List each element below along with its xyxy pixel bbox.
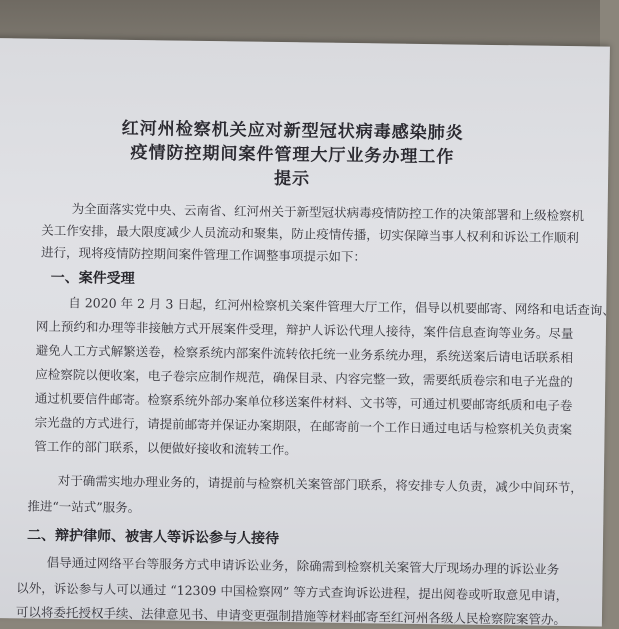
section1-line: 网上预约和办理等非接触方式开展案件受理，辩护人诉讼代理人接待，案件信息查询等业务。尽量: [35, 318, 574, 342]
section2-line: 可以将委托授权手续、法律意见书、申请变更强制措施等材料邮寄至红河州各级人民检察院案管办。: [15, 604, 567, 628]
document-page: [0, 38, 615, 628]
section1-line: 应检察院以便收案，电子卷宗应制作规范，确保目录、内容完整一致，需要纸质卷宗和电子光盘的: [35, 366, 573, 390]
section1-para2-line: 推进“一站式”服务。: [27, 498, 141, 516]
section1-para2-line: 对于确需实地办理业务的，请提前与检察机关案管部门联系，将安排专人负责，减少中间环节，: [57, 472, 583, 496]
intro-line: 关工作安排，最大限度减少人员流动和聚集，防止疫情传播，切实保障当事人权利和诉讼工作顺利: [41, 222, 579, 246]
section2-line: 以外，诉讼参与人可以通过 “12309 中国检察网” 等方式查询诉讼进程，提出阅卷或听取意见申请，: [16, 580, 569, 604]
document-title-line-1: 红河州检察机关应对新型冠状病毒感染肺炎: [121, 118, 464, 144]
section1-line: 宗光盘的方式进行，请提前邮寄并保证办案期限，在邮寄前一个工作日通过电话与检察机关负责案: [34, 414, 573, 438]
intro-line: 为全面落实党中央、云南省、红河州关于新型冠状病毒疫情防控工作的决策部署和上级检察机: [71, 201, 585, 224]
intro-line: 进行，现将疫情防控期间案件管理工作调整事项提示如下：: [40, 244, 367, 265]
document-title-line-3: 提示: [273, 168, 311, 190]
document-title-line-2: 疫情防控期间案件管理大厅业务办理工作: [130, 142, 455, 168]
section-heading-case-acceptance: 一、案件受理: [50, 269, 135, 287]
section1-line: 避免人工方式解繁送卷，检察系统内部案件流转依托统一业务系统办理，系统送案后请电话联系相: [35, 342, 574, 366]
section1-line: 通过机要信件邮寄。检察系统外部办案单位移送案件材料、文书等，可通过机要邮寄纸质和电子卷: [34, 390, 573, 414]
section-heading-reception: 二、辩护律师、被害人等诉讼参与人接待: [26, 527, 280, 548]
section1-line: 自 2020 年 2 月 3 日起，红河州检察机关案件管理大厅工作，倡导以机要邮寄、网络和电话查询、: [68, 295, 615, 318]
section2-line: 倡导通过网络平台等服务方式申请诉讼业务，除确需到检察机关案管大厅现场办理的诉讼业务: [46, 554, 560, 577]
section1-line: 管工作的部门联系，以便做好接收和流转工作。: [34, 438, 297, 458]
